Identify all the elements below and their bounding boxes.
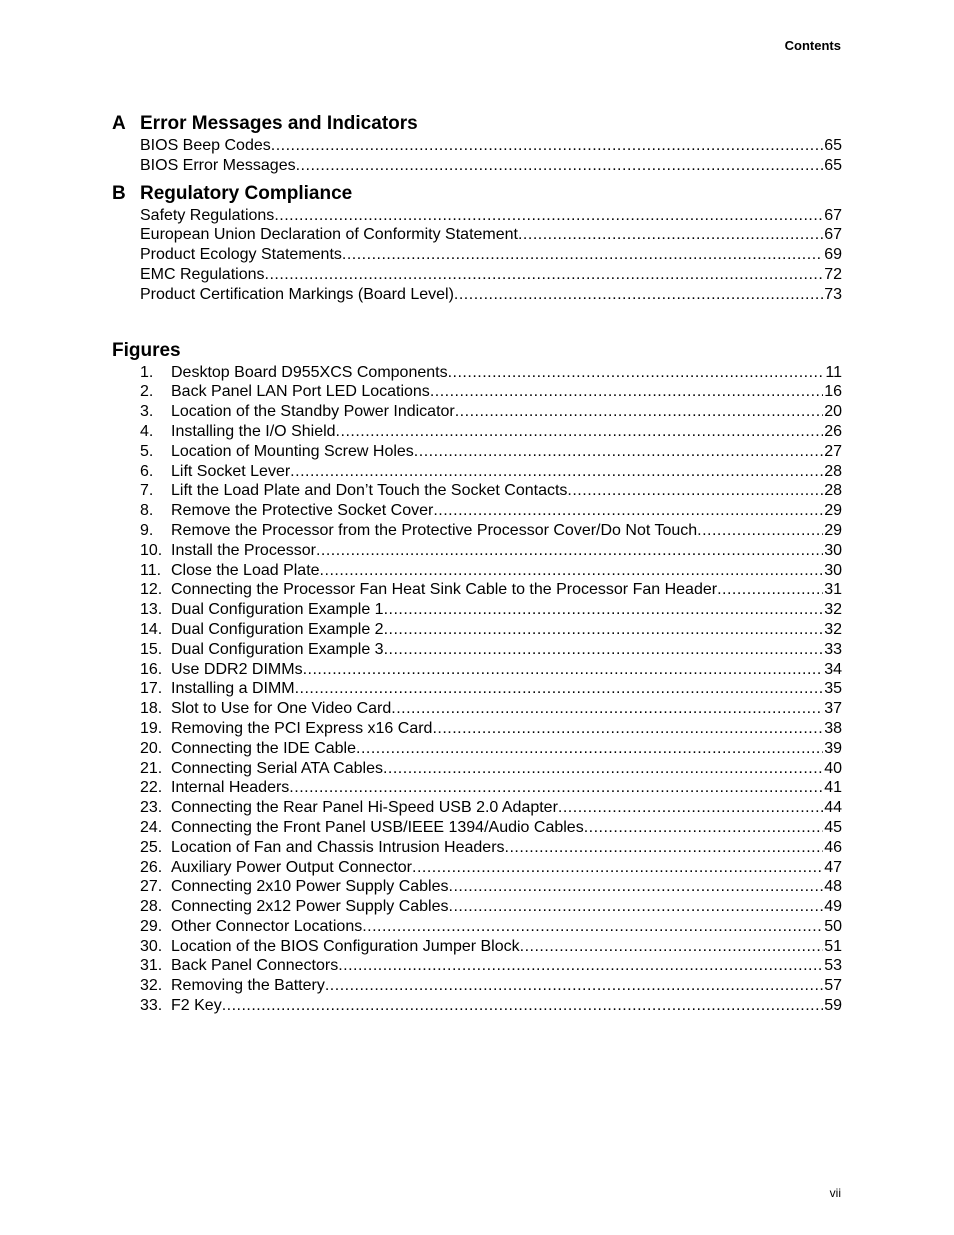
figure-entry[interactable] <box>140 521 842 541</box>
figure-page: 26 <box>824 422 842 440</box>
figure-number: 12. <box>140 581 163 599</box>
figure-page: 40 <box>824 759 842 777</box>
dot-leader <box>414 442 823 462</box>
figure-title: Close the Load Plate <box>171 561 320 579</box>
appendix-letter: A <box>112 113 126 134</box>
figure-page: 41 <box>824 779 842 797</box>
figure-page: 28 <box>824 482 842 500</box>
dot-leader <box>325 976 823 996</box>
figure-entry[interactable] <box>140 561 842 581</box>
figure-number: 10. <box>140 541 163 559</box>
dot-leader <box>449 877 824 897</box>
figure-number: 4. <box>140 422 154 440</box>
figure-page: 48 <box>824 878 842 896</box>
toc-entry[interactable] <box>140 265 842 285</box>
dot-leader <box>697 521 823 541</box>
figure-number: 23. <box>140 799 163 817</box>
dot-leader <box>455 402 823 422</box>
figure-page: 30 <box>824 541 842 559</box>
dot-leader <box>290 462 823 482</box>
figure-entry[interactable] <box>140 600 842 620</box>
figure-title: Use DDR2 DIMMs <box>171 660 303 678</box>
figure-entry[interactable] <box>140 541 842 561</box>
dot-leader <box>303 660 824 680</box>
figure-title: Remove the Protective Socket Cover <box>171 502 434 520</box>
figure-entry[interactable] <box>140 798 842 818</box>
dot-leader <box>558 798 823 818</box>
figure-title: Removing the PCI Express x16 Card <box>171 719 433 737</box>
figure-page: 34 <box>824 660 842 678</box>
figure-title: Connecting the Processor Fan Heat Sink Cable to the Processor Fan Header <box>171 581 718 599</box>
figure-number: 13. <box>140 601 163 619</box>
figure-title: Dual Configuration Example 1 <box>171 601 384 619</box>
figure-title: Internal Headers <box>171 779 290 797</box>
dot-leader <box>316 541 823 561</box>
figure-title: Location of Fan and Chassis Intrusion Headers <box>171 838 505 856</box>
figure-entry[interactable] <box>140 818 842 838</box>
figure-number: 9. <box>140 521 154 539</box>
dot-leader <box>567 481 823 501</box>
figure-entry[interactable] <box>140 620 842 640</box>
figure-page: 47 <box>824 858 842 876</box>
figure-entry[interactable] <box>140 917 842 937</box>
figure-page: 29 <box>824 502 842 520</box>
appendix-b-section <box>112 182 842 305</box>
figure-number: 29. <box>140 917 163 935</box>
figure-number: 15. <box>140 640 163 658</box>
figure-number: 24. <box>140 818 163 836</box>
figure-title: Lift Socket Lever <box>171 462 291 480</box>
toc-entry[interactable] <box>140 206 842 226</box>
figure-page: 35 <box>824 680 842 698</box>
figure-number: 17. <box>140 680 163 698</box>
figure-entry[interactable] <box>140 481 842 501</box>
toc-entry-title: Product Ecology Statements <box>140 246 342 264</box>
toc-entry-page: 65 <box>824 137 842 154</box>
figure-title: Remove the Processor from the Protective Processor Cover/Do Not Touch <box>171 521 698 539</box>
figure-page: 32 <box>824 620 842 638</box>
dot-leader <box>274 206 823 226</box>
figure-number: 19. <box>140 719 163 737</box>
figure-entry[interactable] <box>140 501 842 521</box>
figure-list <box>140 363 842 1016</box>
figure-title: Desktop Board D955XCS Components <box>171 363 448 381</box>
figure-title: Back Panel LAN Port LED Locations <box>171 383 430 401</box>
toc-entry[interactable] <box>140 245 842 265</box>
appendix-title: Error Messages and Indicators <box>140 113 418 134</box>
figure-title: Connecting the Rear Panel Hi-Speed USB 2.0 Adapter <box>171 799 558 817</box>
figure-title: Connecting 2x12 Power Supply Cables <box>171 898 449 916</box>
figure-number: 25. <box>140 838 163 856</box>
dot-leader <box>454 285 823 305</box>
toc-entry-page: 73 <box>824 285 842 303</box>
appendix-a-heading[interactable] <box>112 112 842 136</box>
running-header: Contents <box>784 38 841 53</box>
dot-leader <box>384 600 824 620</box>
figure-number: 32. <box>140 977 163 995</box>
figure-entry[interactable] <box>140 640 842 660</box>
dot-leader <box>336 422 824 442</box>
figure-number: 30. <box>140 937 163 955</box>
figure-entry[interactable] <box>140 976 842 996</box>
figure-page: 29 <box>824 521 842 539</box>
figure-entry[interactable] <box>140 759 842 779</box>
figure-title: Dual Configuration Example 3 <box>171 640 384 658</box>
appendix-b-heading[interactable] <box>112 182 842 206</box>
figure-entry[interactable] <box>140 996 842 1016</box>
figure-title: Installing a DIMM <box>171 680 295 698</box>
figures-heading: Figures <box>112 339 181 361</box>
toc-entry-page: 69 <box>824 246 842 264</box>
figure-title: Lift the Load Plate and Don’t Touch the Socket Contacts <box>171 482 568 500</box>
appendix-letter: B <box>112 182 126 204</box>
figure-number: 11. <box>140 561 162 579</box>
dot-leader <box>505 838 824 858</box>
figure-number: 6. <box>140 462 154 480</box>
figure-page: 31 <box>824 581 842 599</box>
dot-leader <box>320 561 824 581</box>
figure-page: 33 <box>824 640 842 658</box>
figure-page: 51 <box>824 937 842 955</box>
figure-number: 21. <box>140 759 163 777</box>
figure-number: 28. <box>140 898 163 916</box>
figure-page: 27 <box>824 442 842 460</box>
figure-title: Other Connector Locations <box>171 917 363 935</box>
appendix-title: Regulatory Compliance <box>140 182 353 204</box>
dot-leader <box>412 858 823 878</box>
figure-entry[interactable] <box>140 679 842 699</box>
figure-page: 44 <box>824 799 842 817</box>
toc-entry-title: BIOS Error Messages <box>140 156 296 174</box>
dot-leader <box>433 501 823 521</box>
figure-page: 20 <box>824 403 842 421</box>
figure-page: 30 <box>824 561 842 579</box>
figure-page: 38 <box>824 719 842 737</box>
figure-number: 2. <box>140 383 154 401</box>
figure-number: 31. <box>140 957 163 975</box>
figure-page: 32 <box>824 601 842 619</box>
dot-leader <box>342 245 823 265</box>
figure-entry[interactable] <box>140 838 842 858</box>
figure-page: 37 <box>824 700 842 718</box>
figure-number: 5. <box>140 442 154 460</box>
figure-page: 50 <box>824 917 842 935</box>
dot-leader <box>265 265 824 285</box>
page-number: vii <box>829 1186 841 1200</box>
figure-number: 20. <box>140 739 163 757</box>
figure-title: F2 Key <box>171 997 222 1015</box>
figure-title: Removing the Battery <box>171 977 325 995</box>
appendix-a-section <box>112 112 842 176</box>
dot-leader <box>449 897 824 917</box>
figure-title: Back Panel Connectors <box>171 957 339 975</box>
figure-entry[interactable] <box>140 363 842 383</box>
toc-entry[interactable] <box>140 285 842 305</box>
figure-page: 28 <box>824 462 842 480</box>
figure-page: 45 <box>824 818 842 836</box>
figure-number: 33. <box>140 997 163 1015</box>
table-of-contents <box>112 112 842 1016</box>
figure-title: Connecting Serial ATA Cables <box>171 759 383 777</box>
dot-leader <box>222 996 824 1016</box>
figure-number: 3. <box>140 403 154 421</box>
figure-title: Auxiliary Power Output Connector <box>171 858 412 876</box>
figure-number: 7. <box>140 482 154 500</box>
figure-title: Location of Mounting Screw Holes <box>171 442 414 460</box>
figure-entry[interactable] <box>140 442 842 462</box>
figure-entry[interactable] <box>140 719 842 739</box>
figure-entry[interactable] <box>140 739 842 759</box>
figure-page: 39 <box>824 739 842 757</box>
figure-page: 53 <box>824 957 842 975</box>
figure-entry[interactable] <box>140 422 842 442</box>
dot-leader <box>289 778 823 798</box>
dot-leader <box>295 679 824 699</box>
figure-title: Install the Processor <box>171 541 316 559</box>
figure-number: 14. <box>140 620 163 638</box>
dot-leader <box>384 640 824 660</box>
figure-number: 18. <box>140 700 163 718</box>
figure-entry[interactable] <box>140 462 842 482</box>
dot-leader <box>518 225 823 245</box>
figure-number: 16. <box>140 660 163 678</box>
toc-entry-title: Safety Regulations <box>140 206 275 224</box>
dot-leader <box>430 382 823 402</box>
figure-number: 22. <box>140 779 163 797</box>
toc-entry-page: 67 <box>824 226 842 244</box>
figure-page: 11 <box>825 363 842 381</box>
toc-entry[interactable] <box>140 136 842 156</box>
figure-title: Connecting 2x10 Power Supply Cables <box>171 878 449 896</box>
dot-leader <box>448 363 825 383</box>
dot-leader <box>356 739 823 759</box>
figure-number: 27. <box>140 878 163 896</box>
figure-entry[interactable] <box>140 580 842 600</box>
toc-entry[interactable] <box>140 225 842 245</box>
figure-title: Location of the BIOS Configuration Jumper Block <box>171 937 520 955</box>
dot-leader <box>362 917 823 937</box>
figure-entry[interactable] <box>140 382 842 402</box>
dot-leader <box>384 620 824 640</box>
figure-title: Installing the I/O Shield <box>171 422 336 440</box>
figure-entry[interactable] <box>140 660 842 680</box>
figure-page: 46 <box>824 838 842 856</box>
figure-entry[interactable] <box>140 937 842 957</box>
toc-entry-page: 67 <box>824 206 842 224</box>
dot-leader <box>271 136 823 156</box>
figure-page: 49 <box>824 898 842 916</box>
toc-entry-page: 65 <box>824 156 842 174</box>
figure-title: Dual Configuration Example 2 <box>171 620 384 638</box>
dot-leader <box>391 699 823 719</box>
toc-entry-title: Product Certification Markings (Board Level) <box>140 285 454 303</box>
figure-entry[interactable] <box>140 858 842 878</box>
figure-page: 16 <box>824 383 842 401</box>
figure-page: 57 <box>824 977 842 995</box>
toc-entry-title: European Union Declaration of Conformity Statement <box>140 226 518 244</box>
dot-leader <box>338 956 823 976</box>
toc-entry-page: 72 <box>824 265 842 283</box>
figure-page: 59 <box>824 997 842 1015</box>
figure-title: Slot to Use for One Video Card <box>171 700 392 718</box>
figure-entry[interactable] <box>140 877 842 897</box>
figure-number: 1. <box>140 363 154 381</box>
figure-entry[interactable] <box>140 699 842 719</box>
dot-leader <box>383 759 823 779</box>
toc-entry-title: EMC Regulations <box>140 265 265 283</box>
figure-number: 8. <box>140 502 154 520</box>
figure-entry[interactable] <box>140 956 842 976</box>
toc-entry[interactable] <box>140 156 842 176</box>
figure-entry[interactable] <box>140 897 842 917</box>
figure-number: 26. <box>140 858 163 876</box>
figure-title: Location of the Standby Power Indicator <box>171 403 455 421</box>
figure-entry[interactable] <box>140 778 842 798</box>
figure-entry[interactable] <box>140 402 842 422</box>
figure-title: Connecting the IDE Cable <box>171 739 356 757</box>
dot-leader <box>432 719 823 739</box>
toc-entry-title: BIOS Beep Codes <box>140 137 271 154</box>
dot-leader <box>520 937 824 957</box>
dot-leader <box>717 580 823 600</box>
dot-leader <box>296 156 824 176</box>
figure-title: Connecting the Front Panel USB/IEEE 1394/Audio Cables <box>171 818 584 836</box>
dot-leader <box>584 818 824 838</box>
